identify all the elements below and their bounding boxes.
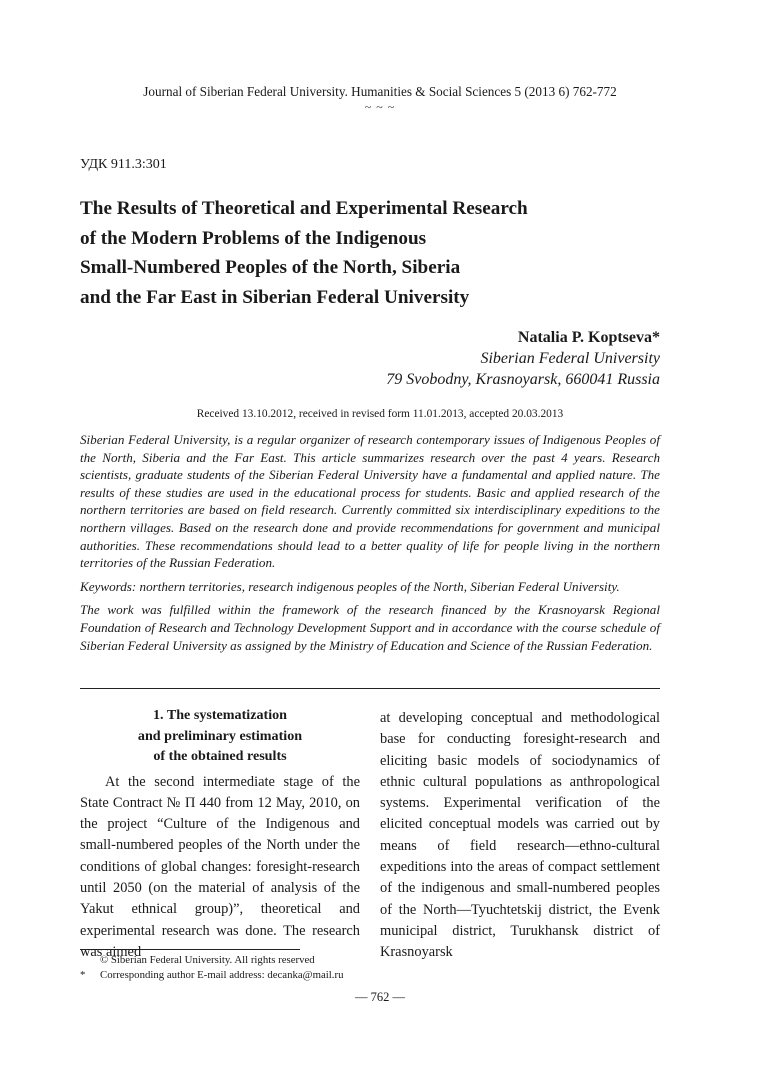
asterisk-mark: * <box>80 968 86 981</box>
body-paragraph-left: At the second intermediate stage of the State Contract № П 440 from 12 May, 2010, on the project “Culture of the Indigenous and small-numbered peoples of the North under the conditions of global changes: foresight-research until 2050 (on the material of analysis of the Yakut ethnical group)”, theoretical and experimental research was done. The research was aimed <box>80 773 360 960</box>
title-line: The Results of Theoretical and Experimental Research <box>80 198 528 219</box>
udk-code: УДК 911.3:301 <box>80 157 167 172</box>
footnote-corresponding <box>80 968 344 983</box>
page-number: — 762 — <box>355 990 405 1004</box>
article-title <box>80 194 680 312</box>
title-line: and the Far East in Siberian Federal University <box>80 286 470 308</box>
footnote-divider <box>80 949 300 950</box>
header-separator: ~ ~ ~ <box>364 100 396 114</box>
abstract-block <box>80 431 660 660</box>
keywords-text: Keywords: northern territories, research indigenous peoples of the North, Siberian Federal University. <box>80 578 620 594</box>
author-address: 79 Svobodny, Krasnoyarsk, 660041 Russia <box>386 371 660 388</box>
title-line: Small-Numbered Peoples of the North, Siberia <box>80 257 461 279</box>
left-column <box>80 705 360 963</box>
journal-header: Journal of Siberian Federal University. Humanities & Social Sciences 5 (2013 6) 762-772 <box>143 84 617 99</box>
body-paragraph-right: at developing conceptual and methodological base for conducting foresight-research and eliciting basic models of sociodynamics of ethnic cultural populations as anthropological systems. Experimental verification of the elicited conceptual models was carried out by means of field research—ethno-cultural expeditions into the areas of compact settlement of the indigenous and small-numbered peoples of the North—Tyuchtetskij district, the Evenk municipal district, Turukhansk district of Krasnoyarsk <box>380 710 660 961</box>
author-affiliation: Siberian Federal University <box>480 350 660 367</box>
section-heading-line: 1. The systematization <box>152 707 287 723</box>
copyright-text: © Siberian Federal University. All rights reserved <box>100 954 315 966</box>
received-dates: Received 13.10.2012, received in revised form 11.01.2013, accepted 20.03.2013 <box>196 408 564 420</box>
funding-text: The work was fulfilled within the framework of the research financed by the Krasnoyarsk Regional Foundation of Research and Technology Development Support and in accordance with the course schedule of Siberian Federal University as assigned by the Ministry of Education and Science of the Russian Federation. <box>80 602 660 653</box>
abstract-text: Siberian Federal University, is a regular organizer of research contemporary issues of Indigenous Peoples of the North, Siberia and the Far East. This article summarizes research over the past 4 years. Research scientists, graduate students of the Siberian Federal University have a fundamental and applied nature. The results of these studies are used in the educational process for students. Basic and applied research of the northern territories are based on field research. Currently committed six interdisciplinary expeditions to the northern villages. Based on the research done and provide recommendations for government and municipal authorities. These recommendations should lead to a better quality of life for people living in the northern territories of the Russian Federation. <box>80 432 660 571</box>
section-heading-line: of the obtained results <box>153 748 287 764</box>
right-column <box>380 708 660 964</box>
author-block <box>386 327 660 390</box>
corresponding-text: Corresponding author E-mail address: decanka@mail.ru <box>100 968 344 981</box>
footnotes <box>80 953 344 982</box>
author-name: Natalia P. Koptseva* <box>517 329 660 346</box>
footnote-copyright <box>80 953 344 968</box>
title-line: of the Modern Problems of the Indigenous <box>80 227 427 249</box>
section-heading-line: and preliminary estimation <box>137 727 303 744</box>
abstract-divider <box>80 688 660 689</box>
section-heading <box>80 705 360 767</box>
